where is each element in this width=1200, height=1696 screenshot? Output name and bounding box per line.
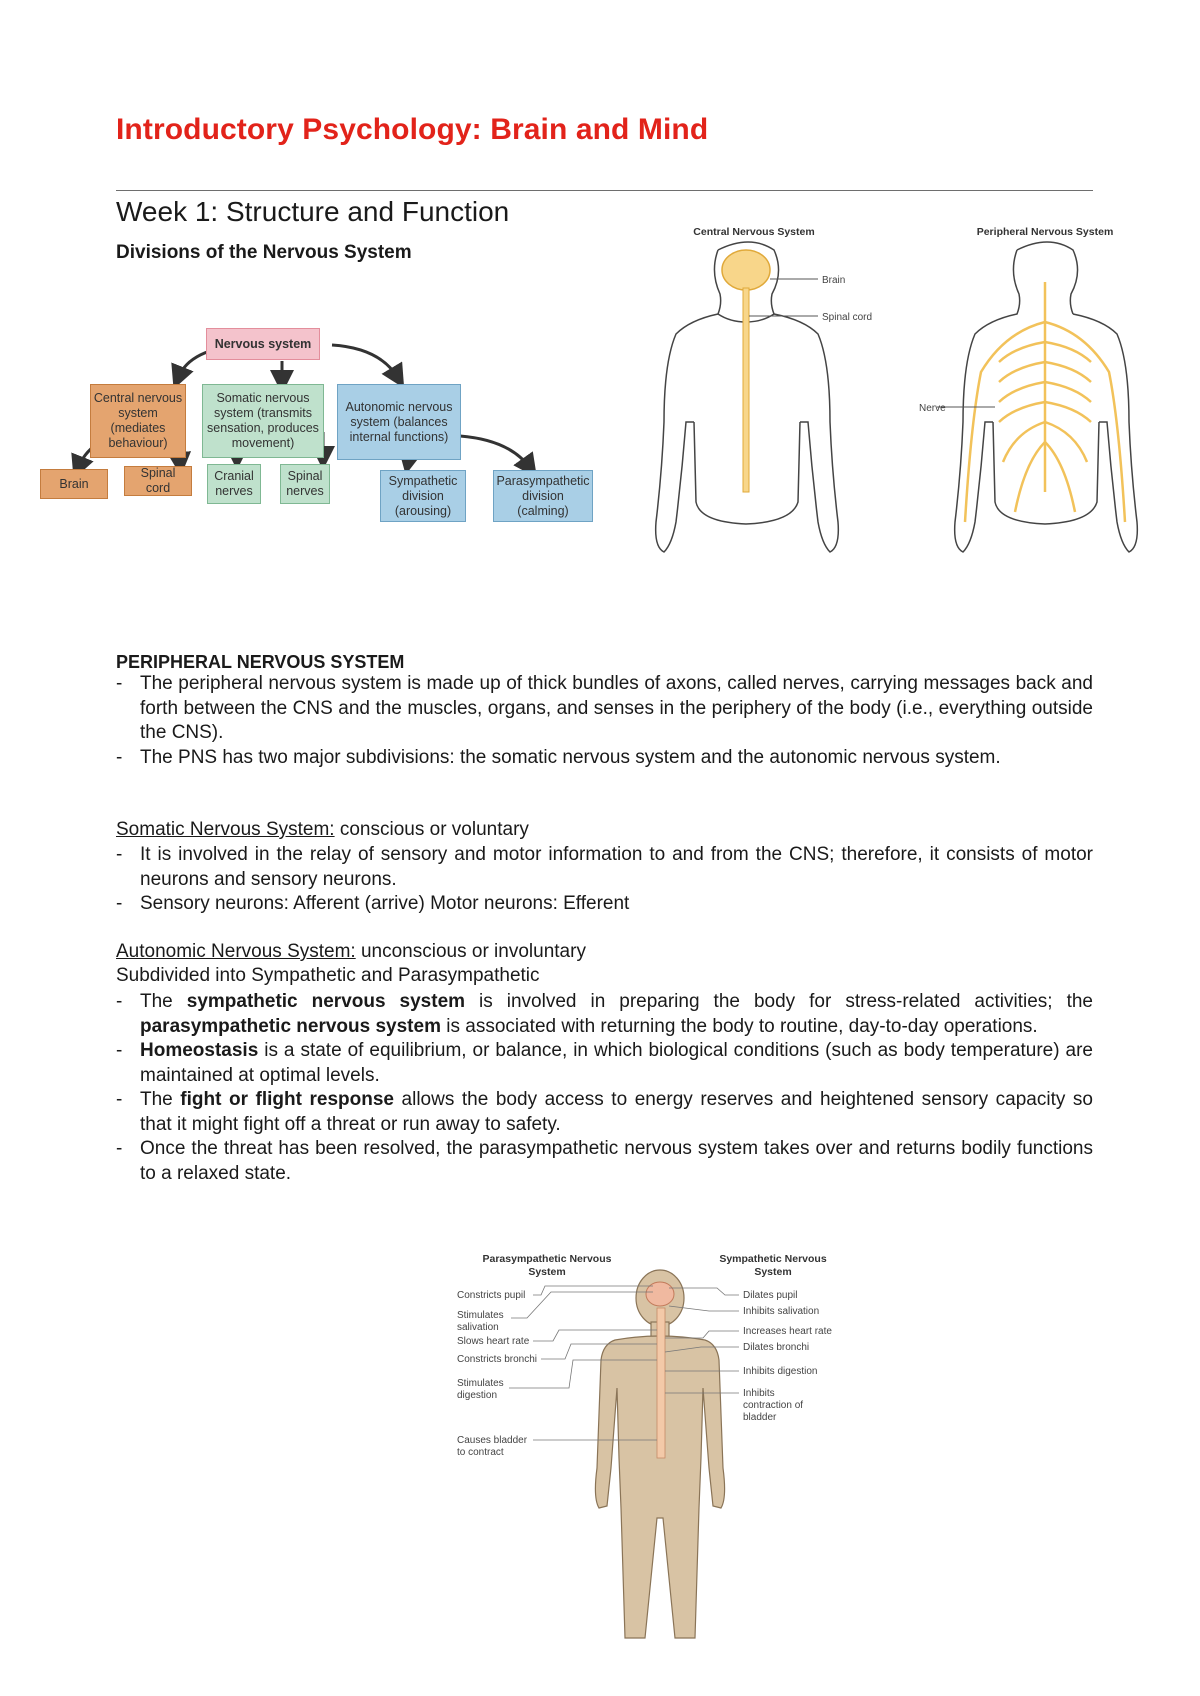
ans-left-label: salivation xyxy=(457,1322,499,1333)
autonomic-heading-line xyxy=(116,940,1093,965)
autonomic-subline: Subdivided into Sympathetic and Parasympathetic xyxy=(116,965,540,986)
ans-left-label: to contract xyxy=(457,1447,504,1458)
ans-left-label: Stimulates xyxy=(457,1378,504,1389)
bold-term: fight or flight response xyxy=(180,1089,394,1110)
pns-list-container xyxy=(116,672,1093,770)
tree-node-brain: Brain xyxy=(40,469,108,499)
text-run: allows the body access to energy reserves and heightened sensory capacity so that it might fight off a threat or run away to safety. xyxy=(140,1089,1093,1135)
text-run: is involved in preparing the body for stress-related activities; the xyxy=(465,991,1093,1012)
cns-title: Central Nervous System xyxy=(693,226,815,238)
ans-left-label: Slows heart rate xyxy=(457,1336,530,1347)
page-title: Introductory Psychology: Brain and Mind xyxy=(116,113,709,146)
cns-figure xyxy=(650,222,950,592)
ans-right-label: bladder xyxy=(743,1412,777,1423)
somatic-list xyxy=(116,843,1093,917)
tree-node-cranial-nerves: Cranial nerves xyxy=(207,464,261,504)
text-run: is associated with returning the body to routine, day-to-day operations. xyxy=(440,1015,1038,1037)
ans-left-label: digestion xyxy=(457,1390,498,1401)
bold-term: Homeostasis xyxy=(140,1040,259,1061)
somatic-desc: conscious or voluntary xyxy=(334,819,529,840)
nervous-system-tree xyxy=(40,328,612,568)
bold-term: parasympathetic nervous system xyxy=(140,1015,441,1037)
tree-node-spinal-nerves: Spinal nerves xyxy=(280,464,330,504)
title-divider xyxy=(116,190,1093,191)
symp-title-2: System xyxy=(754,1266,792,1278)
ans-left-label: Constricts bronchi xyxy=(457,1354,538,1365)
cns-spinal-label: Spinal cord xyxy=(822,312,873,323)
tree-node-somatic: Somatic nervous system (transmits sensation, produces movement) xyxy=(202,384,324,458)
tree-node-central: Central nervous system (mediates behaviour) xyxy=(90,384,186,458)
pns-list xyxy=(116,672,1093,770)
ans-right-label: contraction of xyxy=(743,1400,804,1411)
tree-node-nervous-system: Nervous system xyxy=(206,328,320,360)
ans-left-label: Causes bladder xyxy=(457,1435,528,1446)
somatic-list-container xyxy=(116,843,1093,917)
list-item xyxy=(116,990,1093,1039)
ans-right-label: Dilates pupil xyxy=(743,1290,798,1301)
list-item: - The PNS has two major subdivisions: the somatic nervous system and the autonomic nervous system. xyxy=(116,746,1093,771)
list-item: - Once the threat has been resolved, the parasympathetic nervous system takes over and returns bodily functions to a relaxed state. xyxy=(116,1137,1093,1186)
pns-nerve-label: Nerve xyxy=(919,403,946,414)
para-title-1: Parasympathetic Nervous xyxy=(482,1253,612,1265)
ans-left-label: Stimulates xyxy=(457,1310,504,1321)
ans-right-label: Increases heart rate xyxy=(743,1326,832,1337)
text-run: The xyxy=(140,1089,181,1110)
tree-node-parasympathetic: Parasympathetic division (calming) xyxy=(493,470,593,522)
ans-right-label: Dilates bronchi xyxy=(743,1342,810,1353)
symp-title-1: Sympathetic Nervous xyxy=(719,1253,827,1265)
autonomic-desc: unconscious or involuntary xyxy=(355,941,586,962)
ans-left-label: Constricts pupil xyxy=(457,1290,526,1301)
ans-right-label: Inhibits digestion xyxy=(743,1366,818,1377)
autonomic-heading: Autonomic Nervous System: xyxy=(116,941,356,962)
list-item: - Sensory neurons: Afferent (arrive) Motor neurons: Efferent xyxy=(116,892,1093,917)
autonomic-list xyxy=(116,990,1093,1186)
section-subheading: Divisions of the Nervous System xyxy=(116,242,412,263)
ans-right-label: Inhibits xyxy=(743,1388,775,1399)
para-title-2: System xyxy=(528,1266,566,1278)
ans-figure xyxy=(455,1248,855,1648)
cns-brain-label: Brain xyxy=(822,275,846,286)
pns-figure xyxy=(919,222,1155,592)
list-item xyxy=(116,1088,1093,1137)
list-item: - The peripheral nervous system is made up of thick bundles of axons, called nerves, carrying messages back and forth between the CNS and the muscles, organs, and senses in the periphery of the body (i.e., everything outside the CNS). xyxy=(116,672,1093,746)
somatic-heading-line xyxy=(116,818,1093,843)
week-heading: Week 1: Structure and Function xyxy=(116,196,510,227)
somatic-heading: Somatic Nervous System: xyxy=(116,819,335,840)
ans-right-label: Inhibits salivation xyxy=(743,1306,820,1317)
tree-node-spinal-cord: Spinal cord xyxy=(124,466,192,496)
list-item xyxy=(116,1039,1093,1088)
tree-node-autonomic: Autonomic nervous system (balances internal functions) xyxy=(337,384,461,460)
bold-term: sympathetic nervous system xyxy=(186,991,466,1012)
pns-heading: PERIPHERAL NERVOUS SYSTEM xyxy=(116,652,405,672)
list-item: - It is involved in the relay of sensory and motor information to and from the CNS; therefore, it consists of motor neurons and sensory neurons. xyxy=(116,843,1093,892)
tree-node-sympathetic: Sympathetic division (arousing) xyxy=(380,470,466,522)
text-run: is a state of equilibrium, or balance, in which biological conditions (such as body temperature) are maintained at optimal levels. xyxy=(140,1040,1093,1086)
pns-title: Peripheral Nervous System xyxy=(976,226,1114,238)
text-run: The xyxy=(140,991,187,1012)
autonomic-list-container xyxy=(116,990,1093,1186)
